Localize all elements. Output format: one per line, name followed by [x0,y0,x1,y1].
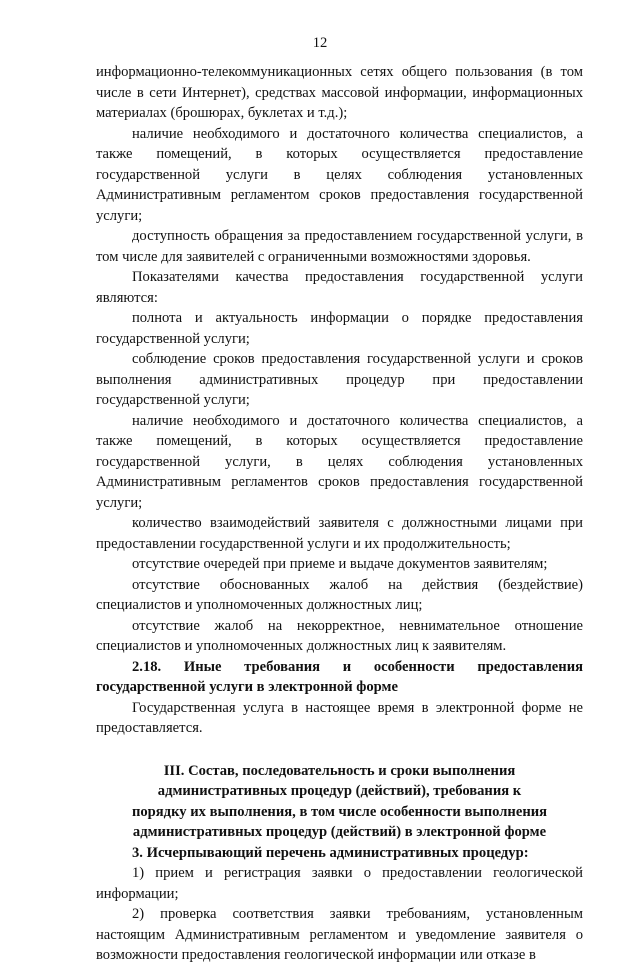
paragraph: отсутствие жалоб на некорректное, невнимательное отношение специалистов и уполномоченных должностных лиц к заявителям. [96,617,583,654]
list-item: 2) проверка соответствия заявки требованиям, установленным настоящим Административным регламентом и уведомление заявителя о возможности предоставления геологической информации или отказе в [96,906,583,963]
procedure-list-heading: 3. Исчерпывающий перечень административных процедур: [132,844,529,861]
paragraph: Государственная услуга в настоящее время в электронной форме не предоставляется. [96,699,583,736]
chapter-heading-line: административных процедур (действий), требования к [157,783,522,799]
chapter-heading-line: III. Состав, последовательность и сроки выполнения [163,762,516,779]
page-number: 12 [312,35,328,51]
paragraph: доступность обращения за предоставлением государственной услуги, в том числе для заявителей с ограниченными возможностями здоровья. [96,228,583,265]
paragraph: полнота и актуальность информации о порядке предоставления государственной услуги; [96,310,583,347]
chapter-heading-line: порядку их выполнения, в том числе особенности выполнения [131,803,548,820]
paragraph: наличие необходимого и достаточного количества специалистов, а также помещений, в которых осуществляется предоставление государственной услуги, в целях соблюдения установленных Административным регламентов сроков предоставления государственной услуги; [96,412,583,511]
chapter-heading-line: административных процедур (действий) в электронной форме [132,824,547,840]
chapter-heading [96,761,583,843]
paragraph: соблюдение сроков предоставления государственной услуги и сроков выполнения административных процедур при предоставлении государственной услуги; [96,351,583,408]
paragraph: Показателями качества предоставления государственной услуги являются: [96,269,583,306]
section-2-18-heading: 2.18. Иные требования и особенности предоставления государственной услуги в электронной форме [96,658,583,695]
paragraph: отсутствие обоснованных жалоб на действия (бездействие) специалистов и уполномоченных должностных лиц; [96,576,583,613]
list-item: 1) прием и регистрация заявки о предоставлении геологической информации; [96,865,583,902]
paragraph: отсутствие очередей при приеме и выдаче документов заявителям; [132,556,548,572]
paragraph: наличие необходимого и достаточного количества специалистов, а также помещений, в которых осуществляется предоставление государственной услуги в целях соблюдения установленных Административным регламентом сроков предоставления государственной услуги; [96,125,583,224]
paragraph: информационно-телекоммуникационных сетях общего пользования (в том числе в сети Интернет), средствах массовой информации, информационных материалах (брошюрах, буклетах и т.д.); [96,64,583,121]
document-body [96,62,583,966]
paragraph: количество взаимодействий заявителя с должностными лицами при предоставлении государственной услуги и их продолжительность; [96,515,583,552]
